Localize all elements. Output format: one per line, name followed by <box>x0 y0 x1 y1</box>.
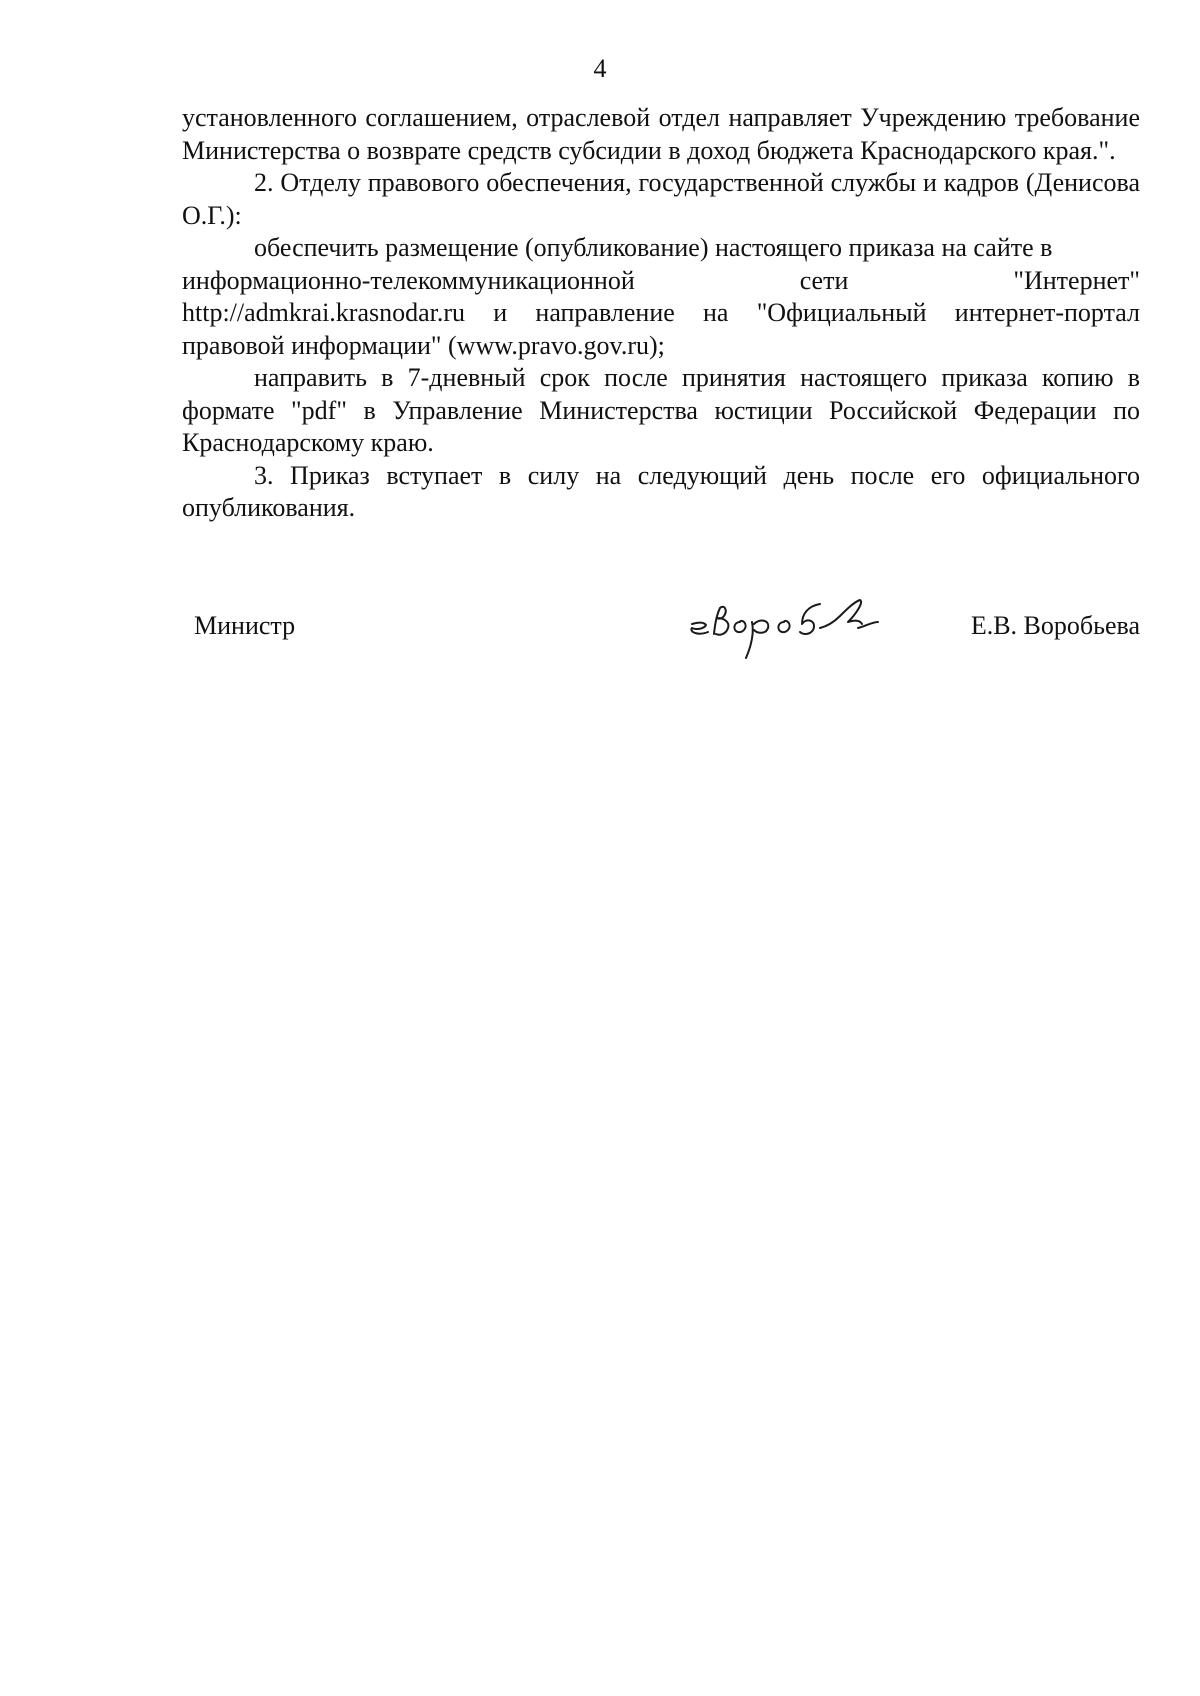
paragraph-publication-line-2 <box>182 265 1140 298</box>
publication-word-network-type: информационно-телекоммуникационной <box>182 265 635 295</box>
paragraph-item-3: 3. Приказ вступает в силу на следующий день после его официального опубликования. <box>182 460 1140 522</box>
paragraph-publication-rest: http://admkrai.krasnodar.ru и направление на "Официальный интернет-портал правовой информации" (www.pravo.gov.ru); <box>182 298 1140 360</box>
paragraph-publication-line-1: обеспечить размещение (опубликование) настоящего приказа на сайте в <box>254 233 1053 262</box>
publication-word-internet: "Интернет" <box>1013 265 1140 295</box>
page-number: 4 <box>593 54 607 83</box>
signer-position: Министр <box>194 611 296 640</box>
paragraph-publication <box>182 232 1140 362</box>
publication-word-network: сети <box>799 265 849 295</box>
handwritten-signature <box>684 592 934 672</box>
paragraph-item-2: 2. Отделу правового обеспечения, государственной службы и кадров (Денисова О.Г.): <box>182 168 1140 230</box>
signer-name: Е.В. Воробьева <box>970 611 1140 640</box>
paragraph-continuation: установленного соглашением, отраслевой отдел направляет Учреждению требование Министерства о возврате средств субсидии в доход бюджета Краснодарского края.". <box>182 103 1140 165</box>
signature-block <box>182 596 1140 686</box>
document-body <box>182 102 1140 525</box>
paragraph-send-copy: направить в 7-дневный срок после принятия настоящего приказа копию в формате "pdf" в Управление Министерства юстиции Российской Федерации по Краснодарскому краю. <box>182 363 1140 457</box>
